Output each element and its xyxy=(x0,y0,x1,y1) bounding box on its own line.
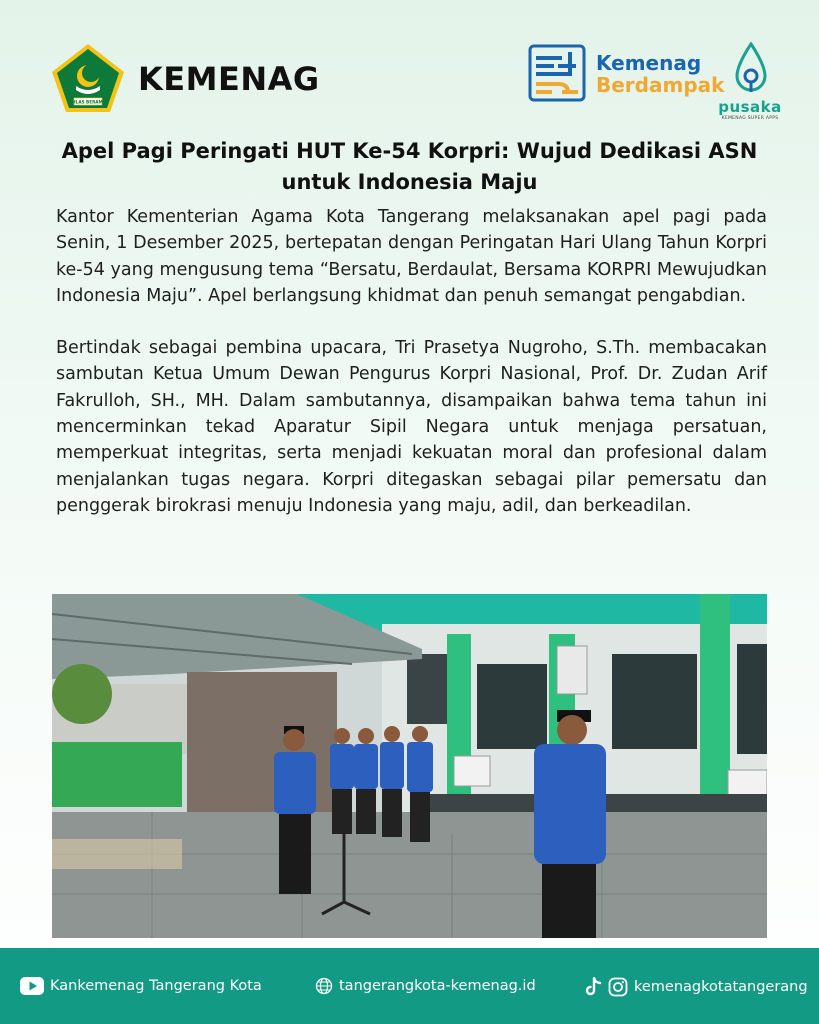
berdampak-line1: Kemenag xyxy=(596,51,702,75)
website-link[interactable] xyxy=(315,977,536,995)
pusaka-logo-icon xyxy=(734,42,768,96)
kemenag-berdampak-logo-icon xyxy=(528,44,586,102)
youtube-icon xyxy=(20,977,44,995)
svg-text:IKHLAS BERAMAL: IKHLAS BERAMAL xyxy=(67,99,109,105)
youtube-label: Kankemenag Tangerang Kota xyxy=(50,978,262,994)
kemenag-emblem-icon xyxy=(50,42,126,114)
instagram-icon xyxy=(608,977,628,997)
youtube-link[interactable] xyxy=(20,977,262,995)
pusaka-name: pusaka xyxy=(718,98,782,116)
footer xyxy=(0,948,819,1024)
ceremony-photo xyxy=(52,594,767,938)
participant-figure xyxy=(534,710,606,938)
pusaka-tagline: KEMENAG SUPER APPS xyxy=(721,116,779,121)
website-label: tangerangkota-kemenag.id xyxy=(339,978,536,994)
pusaka-wordmark xyxy=(718,98,782,121)
tiktok-icon xyxy=(584,977,602,997)
article-title: Apel Pagi Peringati HUT Ke-54 Korpri: Wujud Dedikasi ASN untuk Indonesia Maju xyxy=(61,139,758,194)
header xyxy=(0,0,819,128)
article-paragraph-2: Bertindak sebagai pembina upacara, Tri Prasetya Nugroho, S.Th. membacakan sambutan Ketua Umum Dewan Pengurus Korpri Nasional, Prof. Dr. Zudan Arif Fakrulloh, SH., MH. Dalam sambutannya, disampaikan bahwa tema tahun ini mencerminkan tekad Aparatur Sipil Negara untuk menjaga persatuan, memperkuat integritas, serta menjadi kekuatan moral dan profesional dalam menjalankan tugas negara. Korpri ditegaskan sebagai pilar pemersatu dan penggerak birokrasi menuju Indonesia yang maju, adil, dan berkeadilan. xyxy=(56,338,767,516)
social-link[interactable] xyxy=(584,977,808,997)
brand-name: KEMENAG xyxy=(138,60,320,98)
globe-icon xyxy=(315,977,333,995)
article-body xyxy=(56,204,767,519)
berdampak-wordmark xyxy=(596,52,724,96)
social-label: kemenagkotatangerang xyxy=(634,979,808,995)
berdampak-line2: Berdampak xyxy=(596,73,725,97)
article-paragraph-1: Kantor Kementerian Agama Kota Tangerang melaksanakan apel pagi pada Senin, 1 Desember 2025, bertepatan dengan Peringatan Hari Ulang Tahun Korpri ke-54 yang mengusung tema “Bersatu, Berdaulat, Bersama KORPRI Mewujudkan Indonesia Maju”. Apel berlangsung khidmat dan penuh semangat pengabdian. xyxy=(56,207,767,306)
